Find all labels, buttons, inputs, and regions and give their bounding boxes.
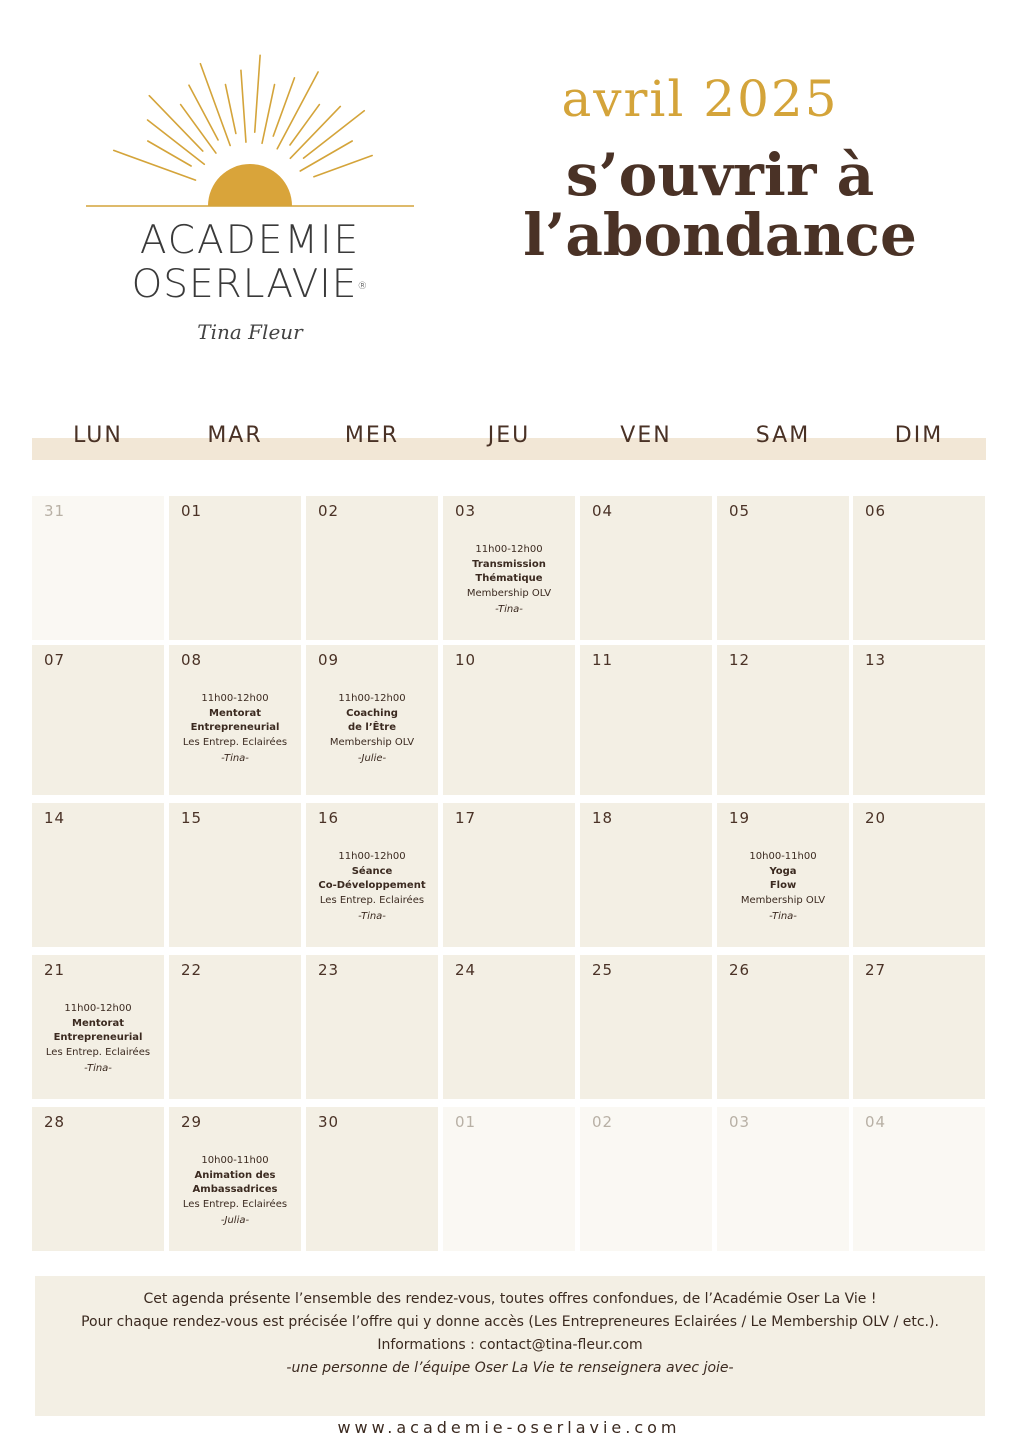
weekday-label: VEN: [620, 423, 672, 448]
event-offer: Les Entrep. Eclairées: [182, 737, 288, 748]
calendar-day[interactable]: [580, 803, 712, 947]
calendar-day[interactable]: [717, 645, 849, 795]
day-number: 01: [455, 1113, 477, 1131]
info-note: -une personne de l’équipe Oser La Vie te renseignera avec joie-: [286, 1360, 734, 1376]
sun-ray: [300, 141, 352, 171]
brand-logo: [80, 50, 420, 360]
calendar-day[interactable]: [306, 645, 438, 795]
event-title: Thématique: [475, 573, 543, 584]
day-number: 27: [865, 961, 887, 979]
day-number: 30: [318, 1113, 340, 1131]
day-number: 21: [44, 961, 66, 979]
logo-text-academie: ACADEMIE: [139, 218, 361, 263]
calendar-event[interactable]: [306, 691, 438, 767]
day-number: 10: [455, 651, 477, 669]
month-label: avril 2025: [561, 70, 839, 128]
event-offer: Membership OLV: [740, 895, 826, 906]
website-link[interactable]: www.academie-oserlavie.com: [337, 1418, 681, 1437]
calendar-day[interactable]: [169, 955, 301, 1099]
weekday-label: SAM: [755, 423, 811, 448]
calendar-day[interactable]: [580, 496, 712, 640]
event-time: 10h00-11h00: [749, 851, 817, 862]
day-number: 26: [729, 961, 751, 979]
info-box: [35, 1276, 985, 1416]
day-number: 19: [729, 809, 751, 827]
day-number: 06: [865, 502, 887, 520]
event-host: -Tina-: [358, 911, 386, 922]
day-number: 04: [865, 1113, 887, 1131]
event-offer: Les Entrep. Eclairées: [45, 1047, 151, 1058]
event-title: de l’Être: [348, 722, 396, 733]
calendar-day[interactable]: [306, 496, 438, 640]
event-time: 11h00-12h00: [64, 1003, 132, 1014]
calendar-day[interactable]: [853, 645, 985, 795]
event-host: -Tina-: [221, 753, 249, 764]
event-title: Yoga: [769, 866, 797, 877]
day-number: 28: [44, 1113, 66, 1131]
logo-text-oserlavie: OSERLAVIE®: [131, 262, 369, 307]
event-title: Ambassadrices: [192, 1184, 278, 1195]
calendar-day[interactable]: [443, 803, 575, 947]
day-number: 03: [455, 502, 477, 520]
day-number: 05: [729, 502, 751, 520]
sun-ray: [241, 70, 246, 142]
calendar-day[interactable]: [32, 955, 164, 1099]
day-number: 29: [181, 1113, 203, 1131]
weekday-label: DIM: [894, 423, 944, 448]
event-title: Mentorat: [72, 1018, 124, 1029]
calendar-day[interactable]: [306, 1107, 438, 1251]
day-number: 11: [592, 651, 614, 669]
event-title: Coaching: [346, 708, 398, 719]
event-title: Transmission: [472, 559, 546, 570]
sun-ray: [114, 150, 196, 180]
day-number: 18: [592, 809, 614, 827]
calendar-day[interactable]: [443, 955, 575, 1099]
event-time: 11h00-12h00: [338, 693, 406, 704]
calendar-day[interactable]: [169, 1107, 301, 1251]
calendar-day[interactable]: [443, 496, 575, 640]
event-title: Mentorat: [209, 708, 261, 719]
day-number: 12: [729, 651, 751, 669]
sun-ray: [290, 106, 340, 158]
event-title: Séance: [351, 866, 393, 877]
calendar-day[interactable]: [717, 1107, 849, 1251]
weekday-label: LUN: [73, 423, 123, 448]
day-number: 15: [181, 809, 203, 827]
logo-signature: Tina Fleur: [197, 320, 303, 344]
sun-ray: [255, 55, 260, 132]
title-line-2: l’abondance: [523, 201, 917, 269]
calendar-day[interactable]: [580, 955, 712, 1099]
event-host: -Tina-: [84, 1063, 112, 1074]
sunrise-icon: [80, 50, 420, 220]
calendar-event[interactable]: [306, 849, 438, 925]
event-title: Co-Développement: [318, 880, 426, 891]
event-offer: Les Entrep. Eclairées: [182, 1199, 288, 1210]
calendar-day[interactable]: [306, 955, 438, 1099]
calendar-event[interactable]: [32, 1001, 164, 1077]
day-number: 02: [318, 502, 340, 520]
event-title: Entrepreneurial: [190, 722, 280, 733]
page-title: [470, 141, 970, 269]
day-number: 04: [592, 502, 614, 520]
event-host: -Tina-: [769, 911, 797, 922]
calendar-day[interactable]: [853, 1107, 985, 1251]
calendar-day[interactable]: [717, 803, 849, 947]
event-offer: Les Entrep. Eclairées: [319, 895, 425, 906]
calendar-day[interactable]: [32, 803, 164, 947]
sun-ray: [290, 105, 319, 145]
weekday-label: MAR: [207, 423, 263, 448]
calendar-day[interactable]: [169, 496, 301, 640]
calendar-day[interactable]: [580, 645, 712, 795]
event-title: Flow: [769, 880, 797, 891]
calendar-day[interactable]: [580, 1107, 712, 1251]
calendar-day[interactable]: [169, 803, 301, 947]
calendar-day[interactable]: [32, 645, 164, 795]
day-number: 02: [592, 1113, 614, 1131]
day-number: 23: [318, 961, 340, 979]
calendar-day[interactable]: [32, 1107, 164, 1251]
event-title: Entrepreneurial: [53, 1032, 143, 1043]
calendar-event[interactable]: [443, 542, 575, 618]
calendar-day[interactable]: [853, 955, 985, 1099]
day-number: 31: [44, 502, 66, 520]
calendar-day[interactable]: [169, 645, 301, 795]
day-number: 25: [592, 961, 614, 979]
sun-ray: [189, 85, 218, 140]
day-number: 01: [181, 502, 203, 520]
day-number: 22: [181, 961, 203, 979]
day-number: 09: [318, 651, 340, 669]
day-number: 16: [318, 809, 340, 827]
sun-ray: [262, 85, 274, 144]
calendar-day[interactable]: [443, 1107, 575, 1251]
weekday-label: MER: [344, 423, 400, 448]
info-line: Cet agenda présente l’ensemble des rendez-vous, toutes offres confondues, de l’Académie Oser La Vie !: [143, 1291, 877, 1307]
calendar-day[interactable]: [717, 496, 849, 640]
calendar-day[interactable]: [443, 645, 575, 795]
day-number: 20: [865, 809, 887, 827]
calendar-day[interactable]: [32, 496, 164, 640]
event-host: -Julia-: [220, 1215, 250, 1226]
info-contact: Informations : contact@tina-fleur.com: [377, 1337, 643, 1353]
event-time: 10h00-11h00: [201, 1155, 269, 1166]
sun-ray: [225, 85, 235, 134]
registered-mark: ®: [357, 281, 369, 292]
day-number: 13: [865, 651, 887, 669]
event-offer: Membership OLV: [466, 588, 552, 599]
calendar-day[interactable]: [853, 803, 985, 947]
event-title: Animation des: [194, 1170, 276, 1181]
day-number: 03: [729, 1113, 751, 1131]
calendar-day[interactable]: [717, 955, 849, 1099]
calendar-day[interactable]: [306, 803, 438, 947]
calendar-event[interactable]: [169, 1153, 301, 1229]
day-number: 07: [44, 651, 66, 669]
sun-ray: [148, 141, 191, 166]
day-number: 14: [44, 809, 66, 827]
event-offer: Membership OLV: [329, 737, 415, 748]
title-line-1: s’ouvrir à: [565, 141, 875, 209]
weekday-header: [32, 423, 986, 455]
day-number: 17: [455, 809, 477, 827]
event-host: -Julie-: [357, 753, 387, 764]
sun-ray: [273, 78, 294, 136]
weekday-label: JEU: [487, 423, 531, 448]
day-number: 08: [181, 651, 203, 669]
info-line: Pour chaque rendez-vous est précisée l’offre qui y donne accès (Les Entrepreneures Eclairées / Le Membership OLV / etc.).: [81, 1314, 939, 1330]
event-time: 11h00-12h00: [338, 851, 406, 862]
calendar-event[interactable]: [169, 691, 301, 767]
day-number: 24: [455, 961, 477, 979]
calendar-event[interactable]: [717, 849, 849, 925]
event-host: -Tina-: [495, 604, 523, 615]
event-time: 11h00-12h00: [201, 693, 269, 704]
event-time: 11h00-12h00: [475, 544, 543, 555]
calendar-day[interactable]: [853, 496, 985, 640]
